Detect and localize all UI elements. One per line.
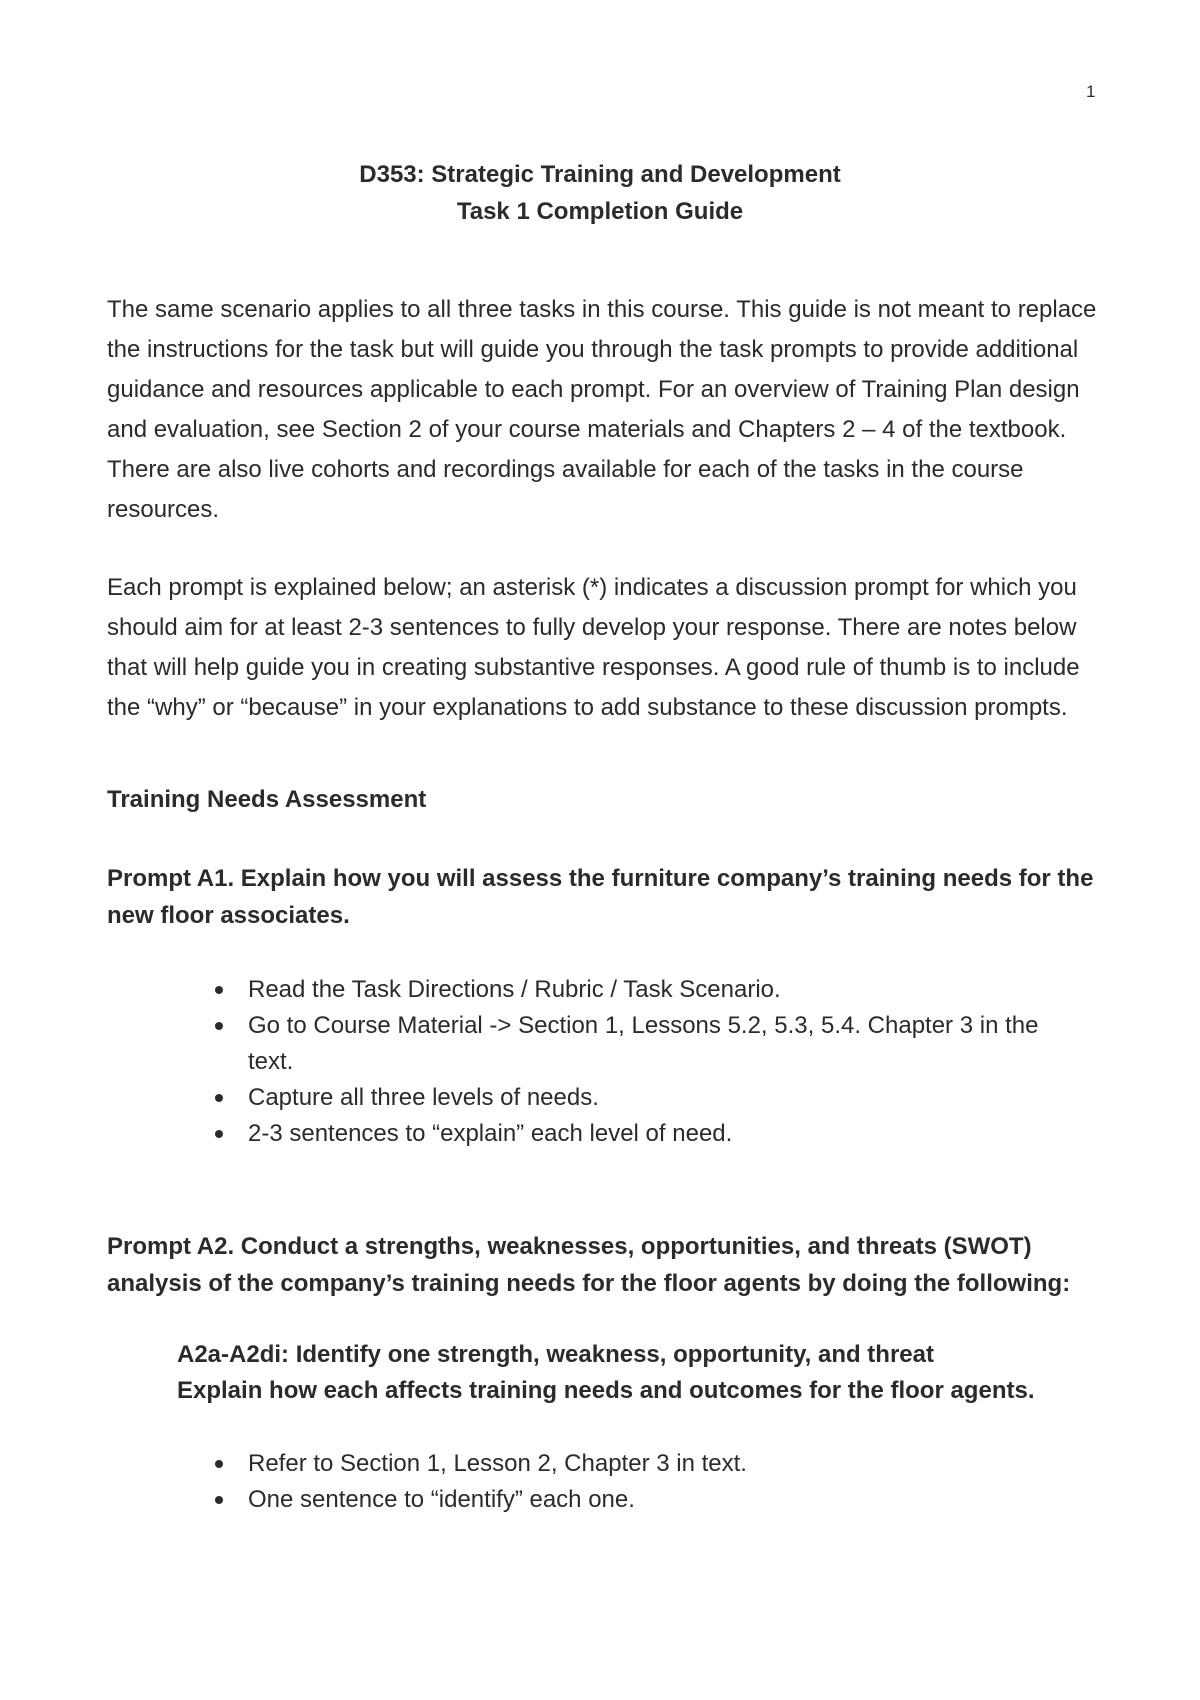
list-item <box>212 1008 1072 1080</box>
instructions-paragraph: Each prompt is explained below; an asterisk (*) indicates a discussion prompt for which you should aim for at least 2-3 sentences to fully develop your response. There are notes below that will help guide you in creating substantive responses. A good rule of thumb is to include the “why” or “because” in your explanations to add substance to these discussion prompts. <box>107 574 1080 721</box>
bullet-icon <box>215 1130 223 1138</box>
list-item <box>212 1482 1072 1518</box>
bullet-icon <box>215 1496 223 1504</box>
title-guide: Task 1 Completion Guide <box>456 198 744 225</box>
document-title <box>0 156 1200 230</box>
bullet-icon <box>215 1460 223 1468</box>
list-item-text: Read the Task Directions / Rubric / Task Scenario. <box>248 976 781 1003</box>
bullet-icon <box>215 986 223 994</box>
page-number: 1 <box>1086 82 1096 101</box>
list-item-text: 2-3 sentences to “explain” each level of need. <box>248 1120 733 1147</box>
bullet-icon <box>215 1022 223 1030</box>
prompt-a2-subprompt <box>177 1337 1107 1409</box>
bullet-icon <box>215 1094 223 1102</box>
intro-paragraph: The same scenario applies to all three tasks in this course. This guide is not meant to replace the instructions for the task but will guide you through the task prompts to provide additional guidance and resources applicable to each prompt. For an overview of Training Plan design and evaluation, see Section 2 of your course materials and Chapters 2 – 4 of the textbook. There are also live cohorts and recordings available for each of the tasks in the course resources. <box>107 296 1097 523</box>
list-item-text: Go to Course Material -> Section 1, Lessons 5.2, 5.3, 5.4. Chapter 3 in the text. <box>248 1012 1039 1075</box>
list-item-text: Refer to Section 1, Lesson 2, Chapter 3 in text. <box>248 1450 747 1477</box>
subprompt-identify: A2a-A2di: Identify one strength, weakness, opportunity, and threat <box>177 1341 934 1368</box>
prompt-a2: Prompt A2. Conduct a strengths, weaknesses, opportunities, and threats (SWOT) analysis of the company’s training needs for the floor agents by doing the following: <box>107 1233 1071 1297</box>
subprompt-explain: Explain how each affects training needs and outcomes for the floor agents. <box>177 1377 1035 1404</box>
title-course: D353: Strategic Training and Development <box>359 161 841 188</box>
list-item <box>212 1446 1072 1482</box>
list-item <box>212 972 1072 1008</box>
prompt-a1-bullet-list <box>212 972 1072 1152</box>
list-item <box>212 1080 1072 1116</box>
prompt-a2-bullet-list <box>212 1446 1072 1518</box>
list-item <box>212 1116 1072 1152</box>
prompt-a1: Prompt A1. Explain how you will assess the furniture company’s training needs for the new floor associates. <box>107 865 1094 929</box>
section-heading: Training Needs Assessment <box>107 786 427 813</box>
list-item-text: Capture all three levels of needs. <box>248 1084 599 1111</box>
list-item-text: One sentence to “identify” each one. <box>248 1486 635 1513</box>
